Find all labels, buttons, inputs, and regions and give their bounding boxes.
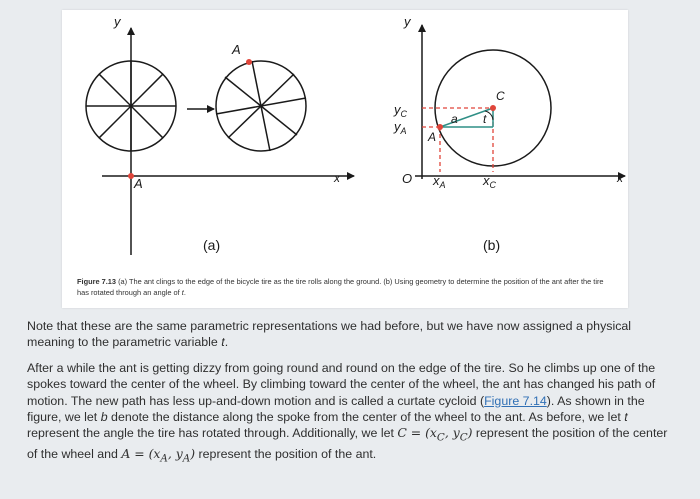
paragraph-1 — [27, 318, 677, 351]
p2-text-c: denote the distance along the spoke from the center of the wheel to the ant. As before, we let — [107, 410, 625, 425]
ya-label: $y_A$ — [394, 119, 407, 136]
panel-a-y-label: y — [114, 14, 121, 29]
wheel-two — [216, 61, 306, 151]
panel-a-sublabel: (a) — [203, 237, 221, 253]
paragraph-2 — [27, 360, 677, 467]
panel-b-sublabel: (b) — [483, 237, 501, 253]
point-label-b: A — [428, 130, 437, 144]
equation-ant: $A = (x_A$, $y_A$) — [121, 446, 196, 465]
figure-7-14-link[interactable]: Figure 7.14 — [484, 393, 547, 408]
wheel-one — [86, 61, 176, 151]
caption-text: (a) The ant clings to the edge of the bicycle tire as the tire rolls along the ground. (b) Using geometry to determine the position of the ant after the tire has rotated through an angle of — [77, 277, 604, 297]
leg-label: a — [451, 112, 458, 126]
figure-panel — [62, 10, 628, 308]
p1-text: Note that these are the same parametric representations we had before, but we have now assigned a physical meaning to the parametric variable — [27, 319, 632, 350]
panel-b-y-label: y — [404, 14, 411, 29]
p2-text-d: represent the angle the tire has rotated through. Additionally, we let — [27, 426, 398, 441]
figure-svg — [62, 10, 628, 308]
p2-text-e: represent the position of the center of the wheel and — [27, 426, 668, 462]
figure-caption — [77, 276, 613, 298]
p1-var: t — [221, 335, 225, 350]
angle-label: t — [483, 112, 487, 126]
equation-center: $C = (x_C$, $y_C$) — [397, 425, 473, 444]
panel-a-x-label: x — [334, 171, 340, 185]
p2-var-b: b — [100, 410, 108, 425]
caption-var: t — [181, 288, 184, 297]
panel-b — [393, 14, 625, 253]
panel-b-x-label: x — [617, 171, 623, 185]
origin-label: O — [402, 171, 413, 186]
caption-end: . — [183, 288, 186, 297]
xc-label: $x_C$ — [483, 173, 496, 190]
ant-dot-top — [246, 59, 252, 65]
p2-text-f: represent the position of the ant. — [195, 447, 377, 462]
caption-number: Figure 7.13 — [77, 277, 117, 286]
yc-label: $y_C$ — [394, 102, 407, 119]
center-label: C — [496, 89, 505, 103]
p2-text-a: After a while the ant is getting dizzy from going round and round on the edge of the tire. So he climbs up one of the spokes toward the center of the wheel. By climbing toward the center of the wheel, the ant has changed his path of motion. The new path has less up-and-down motion and is called a curtate cycloid ( — [27, 360, 656, 408]
p1-end: . — [224, 335, 229, 350]
ant-label-ground: A — [134, 176, 143, 191]
p2-var-t: t — [624, 410, 628, 425]
ant-label-top: A — [232, 42, 241, 57]
body-text — [27, 318, 677, 476]
panel-a — [86, 14, 354, 255]
center-dot — [490, 105, 496, 111]
p2-text-b: ). As shown in the figure, we let — [27, 393, 645, 425]
xa-label: $x_A$ — [433, 173, 446, 190]
ant-dot-b — [437, 124, 443, 130]
